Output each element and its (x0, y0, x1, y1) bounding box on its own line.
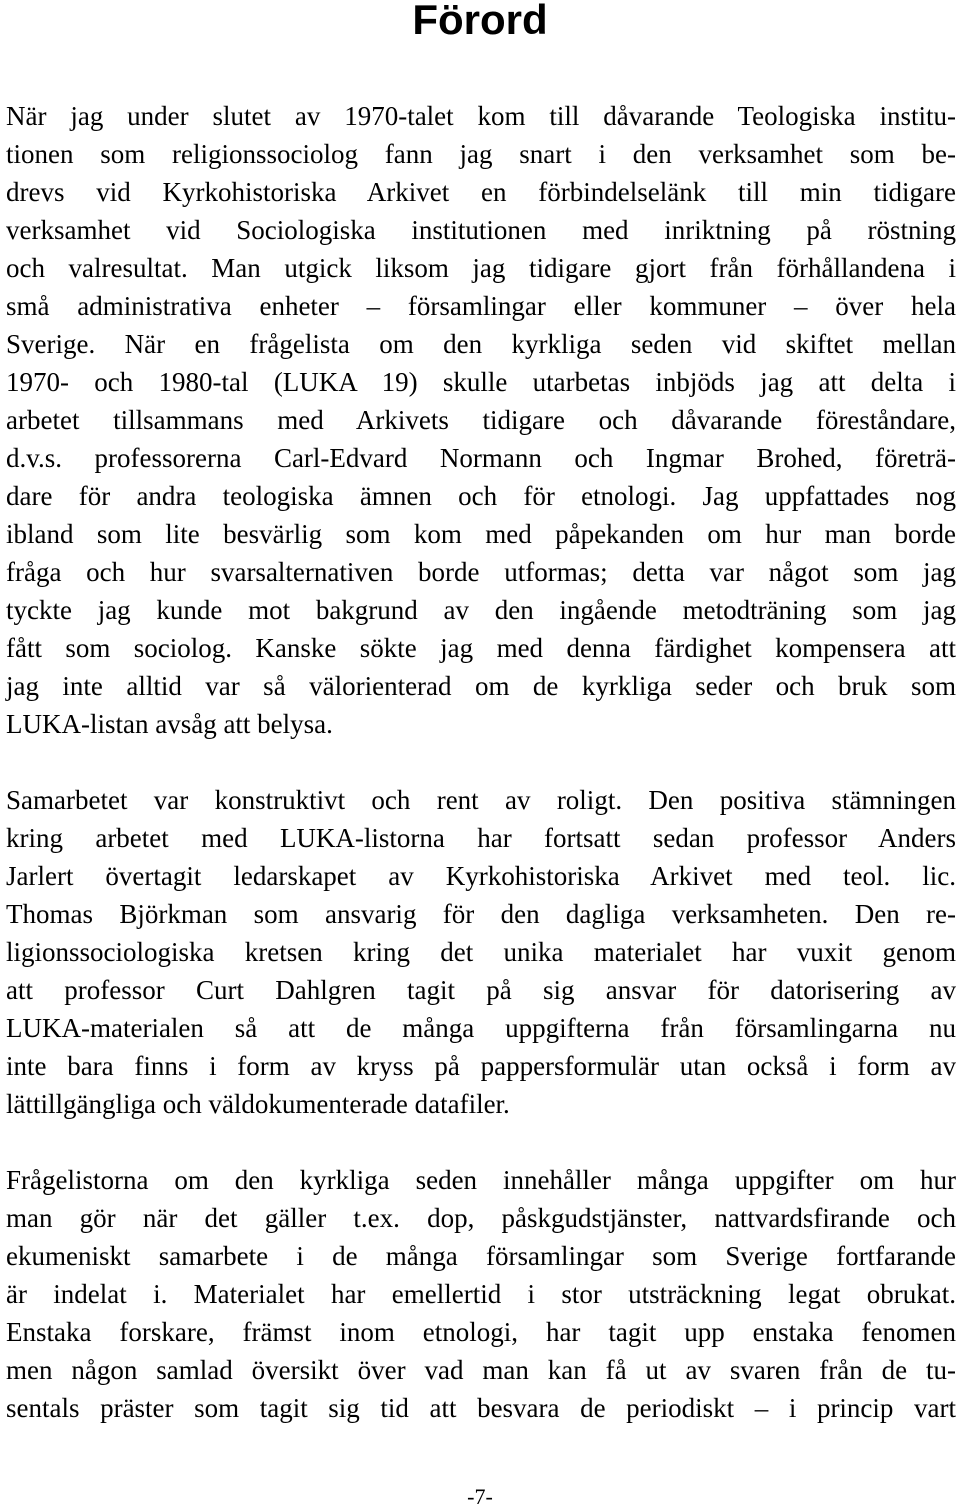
text-line: ekumeniskt samarbete i de många församlingar som Sverige fortfarande (6, 1241, 956, 1271)
text-line: tionen som religionssociolog fann jag snart i den verksamhet som be- (6, 139, 956, 169)
text-line: ibland som lite besvärlig som kom med påpekanden om hur man borde (6, 519, 956, 549)
text-line: inte bara finns i form av kryss på pappersformulär utan också i form av (6, 1051, 956, 1081)
text-line: arbetet tillsammans med Arkivets tidigare och dåvarande föreståndare, (6, 405, 956, 435)
text-line: lättillgängliga och väldokumenterade datafiler. (6, 1089, 510, 1119)
paragraph-1 (6, 97, 956, 743)
text-line: fråga och hur svarsalternativen borde utformas; detta var något som jag (6, 557, 956, 587)
body-text (6, 97, 956, 1427)
text-line: fått som sociolog. Kanske sökte jag med denna färdighet kompensera att (6, 633, 956, 663)
text-line: jag inte alltid var så välorienterad om de kyrkliga seder och bruk som (6, 671, 956, 701)
text-line: tyckte jag kunde mot bakgrund av den ingående metodträning som jag (6, 595, 956, 625)
text-line: LUKA-listan avsåg att belysa. (6, 709, 333, 739)
text-line: verksamhet vid Sociologiska institutionen med inriktning på röstning (6, 215, 956, 245)
text-line: Enstaka forskare, främst inom etnologi, har tagit upp enstaka fenomen (6, 1317, 956, 1347)
text-line: ligionssociologiska kretsen kring det unika materialet har vuxit genom (6, 937, 956, 967)
text-line: 1970- och 1980-tal (LUKA 19) skulle utarbetas inbjöds jag att delta i (6, 367, 956, 397)
text-line: och valresultat. Man utgick liksom jag tidigare gjort från förhållandena i (6, 253, 956, 283)
paragraph-2 (6, 781, 956, 1123)
text-line: d.v.s. professorerna Carl-Edvard Normann och Ingmar Brohed, företrä- (6, 443, 956, 473)
text-line: drevs vid Kyrkohistoriska Arkivet en förbindelselänk till min tidigare (6, 177, 956, 207)
text-line: Jarlert övertagit ledarskapet av Kyrkohistoriska Arkivet med teol. lic. (6, 861, 956, 891)
text-line: Sverige. När en frågelista om den kyrkliga seden vid skiftet mellan (6, 329, 956, 359)
text-line: kring arbetet med LUKA-listorna har fortsatt sedan professor Anders (6, 823, 956, 853)
page-number: -7- (467, 1484, 493, 1509)
text-line: Samarbetet var konstruktivt och rent av roligt. Den positiva stämningen (6, 785, 956, 815)
text-line: Frågelistorna om den kyrkliga seden innehåller många uppgifter om hur (6, 1165, 956, 1195)
text-line: man gör när det gäller t.ex. dop, påskgudstjänster, nattvardsfirande och (6, 1203, 956, 1233)
text-line: små administrativa enheter – församlingar eller kommuner – över hela (6, 291, 956, 321)
text-line: men någon samlad översikt över vad man kan få ut av svaren från de tu- (6, 1355, 956, 1385)
text-line: LUKA-materialen så att de många uppgifterna från församlingarna nu (6, 1013, 956, 1043)
text-line: är indelat i. Materialet har emellertid i stor utsträckning legat obrukat. (6, 1279, 956, 1309)
page-title: Förord (412, 0, 548, 43)
text-line: När jag under slutet av 1970-talet kom till dåvarande Teologiska institu- (6, 101, 956, 131)
text-line: dare för andra teologiska ämnen och för etnologi. Jag uppfattades nog (6, 481, 956, 511)
text-line: att professor Curt Dahlgren tagit på sig ansvar för datorisering av (6, 975, 956, 1005)
text-line: sentals präster som tagit sig tid att besvara de periodiskt – i princip vart (6, 1393, 956, 1423)
text-line: Thomas Björkman som ansvarig för den dagliga verksamheten. Den re- (6, 899, 956, 929)
paragraph-3 (6, 1161, 956, 1427)
